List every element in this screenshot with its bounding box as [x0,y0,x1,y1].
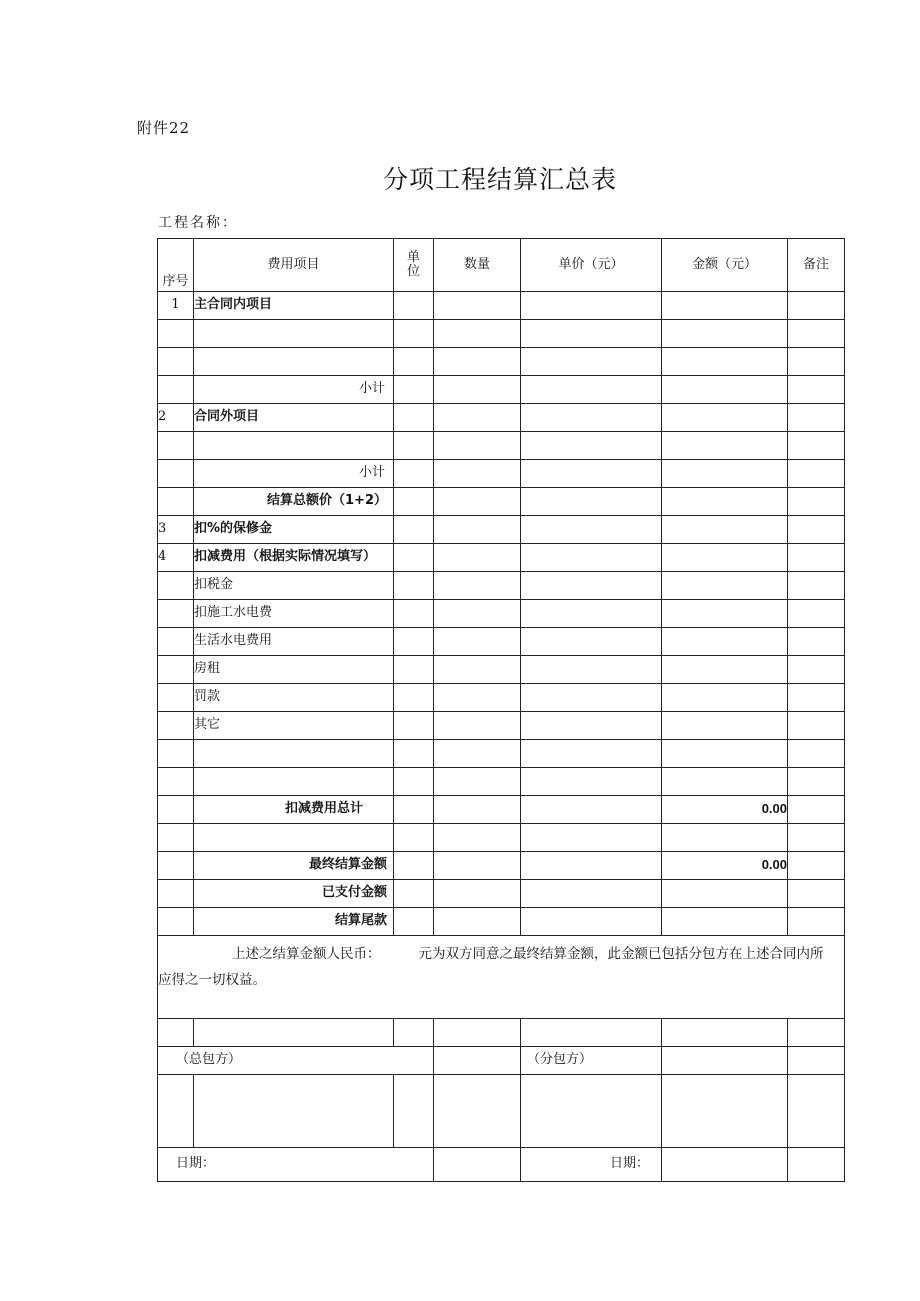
cell[interactable] [788,488,845,516]
cell[interactable] [662,432,788,460]
cell[interactable] [434,544,521,572]
cell[interactable] [662,488,788,516]
general-contractor-label: （总包方） [158,1047,434,1075]
cell[interactable] [434,432,521,460]
table-row [158,404,845,432]
cell[interactable] [434,348,521,376]
cell[interactable] [434,376,521,404]
cell[interactable] [394,824,434,852]
cell[interactable] [158,572,194,600]
cell[interactable] [434,1047,521,1075]
attachment-label: 附件22 [137,119,191,137]
cell[interactable] [158,432,194,460]
cell[interactable] [788,1148,845,1182]
cell[interactable] [662,824,788,852]
signature-cell[interactable] [158,1075,194,1148]
cell[interactable] [662,404,788,432]
statement-text [158,936,845,1019]
cell[interactable] [434,824,521,852]
cell[interactable] [788,768,845,796]
cell[interactable] [788,404,845,432]
date-left-cell[interactable] [158,1148,434,1182]
cell[interactable] [521,852,662,880]
cell[interactable] [158,908,194,936]
table-row [158,572,845,600]
signature-cell[interactable] [194,1075,394,1148]
cell[interactable] [662,1019,788,1047]
cell[interactable] [521,460,662,488]
cell[interactable] [394,712,434,740]
cell[interactable] [434,852,521,880]
project-name-label: 工程名称： [158,215,238,231]
cell[interactable] [394,852,434,880]
cell[interactable] [158,488,194,516]
subcontractor-label: （分包方） [521,1047,662,1075]
table-row [158,684,845,712]
subtotal-label: 小计 [194,460,394,488]
cell[interactable] [434,404,521,432]
settlement-form [157,238,845,1182]
cell[interactable] [434,292,521,320]
cell[interactable] [158,796,194,824]
page-title: 分项工程结算汇总表 [382,165,617,194]
cell[interactable] [662,376,788,404]
cell[interactable] [394,908,434,936]
cell[interactable] [662,320,788,348]
cell[interactable] [394,740,434,768]
table-row [158,824,845,852]
cell[interactable] [158,852,194,880]
cell[interactable] [788,292,845,320]
cell[interactable] [521,516,662,544]
cell[interactable] [662,516,788,544]
table-row [158,600,845,628]
cell[interactable] [662,768,788,796]
table-row [158,544,845,572]
cell[interactable] [194,768,394,796]
table-row [158,628,845,656]
cell[interactable] [788,376,845,404]
table-row [158,348,845,376]
cell[interactable] [434,908,521,936]
cell[interactable] [158,684,194,712]
signature-row [158,1075,845,1148]
cell[interactable] [662,460,788,488]
cell[interactable] [662,880,788,908]
statement-row [158,936,845,1019]
table-row [158,432,845,460]
cell[interactable] [521,712,662,740]
cell[interactable] [394,1019,434,1047]
cell[interactable] [434,320,521,348]
cell[interactable] [788,880,845,908]
statement-part1: 上述之结算金额人民币： [232,946,381,962]
cell[interactable] [394,432,434,460]
header-item: 费用项目 [194,239,394,292]
cell[interactable] [662,348,788,376]
table-row [158,1019,845,1047]
cell[interactable] [158,880,194,908]
cell[interactable] [788,684,845,712]
table-row [158,488,845,516]
cell[interactable] [394,516,434,544]
subtotal-label: 小计 [194,376,394,404]
cell[interactable] [434,516,521,544]
cell[interactable] [662,292,788,320]
cell[interactable] [788,544,845,572]
cell[interactable] [521,488,662,516]
cell[interactable] [158,768,194,796]
cell[interactable] [521,656,662,684]
deduct-total-label: 扣减费用总计 [194,796,394,824]
cell[interactable] [158,320,194,348]
cell[interactable] [662,1047,788,1075]
date-left-label: 日期： [176,1156,216,1172]
table-row [158,796,845,824]
cell[interactable] [662,572,788,600]
cell[interactable] [788,796,845,824]
table-row [158,740,845,768]
cell[interactable] [434,1019,521,1047]
cell[interactable] [662,740,788,768]
cell[interactable] [521,908,662,936]
cell[interactable] [521,600,662,628]
table-row [158,880,845,908]
cell[interactable] [521,572,662,600]
cell[interactable] [434,460,521,488]
deduction-item: 其它 [194,712,394,740]
cell[interactable] [662,628,788,656]
cell[interactable] [158,712,194,740]
cell[interactable] [434,656,521,684]
cell[interactable] [788,1019,845,1047]
cell[interactable] [158,656,194,684]
cell[interactable] [434,768,521,796]
cell[interactable] [158,460,194,488]
cell[interactable] [394,572,434,600]
header-row [158,239,845,292]
cell[interactable] [194,824,394,852]
cell[interactable] [158,348,194,376]
signature-cell[interactable] [662,1075,788,1148]
table-row [158,712,845,740]
cell[interactable] [788,852,845,880]
table-row [158,516,845,544]
cell[interactable] [394,600,434,628]
table-row [158,376,845,404]
cell[interactable] [434,684,521,712]
header-unit-top: 单 [406,249,420,265]
cell[interactable] [394,544,434,572]
total-price-label: 结算总额价（1+2） [194,488,394,516]
date-right-label: 日期： [521,1148,662,1182]
cell[interactable] [662,544,788,572]
cell[interactable] [158,740,194,768]
deduction-item: 罚款 [194,684,394,712]
deduct-total-amount: 0.00 [662,796,788,824]
cell[interactable] [521,684,662,712]
paid-label: 已支付金额 [194,880,394,908]
cell[interactable] [788,348,845,376]
deduction-item: 房租 [194,656,394,684]
cell[interactable] [788,1047,845,1075]
cell[interactable] [434,572,521,600]
deduction-item: 生活水电费用 [194,628,394,656]
cell[interactable] [158,376,194,404]
cell[interactable] [158,824,194,852]
cell[interactable] [194,740,394,768]
cell[interactable] [158,600,194,628]
table-row [158,768,845,796]
party-row [158,1047,845,1075]
table-row [158,320,845,348]
cell[interactable] [521,628,662,656]
cell[interactable] [434,712,521,740]
cell[interactable] [394,684,434,712]
cell[interactable] [394,376,434,404]
final-amount-value: 0.00 [662,852,788,880]
cell[interactable] [194,1019,394,1047]
statement-part2: 元为双方同意之最终结算金额，此金额已包括分包方在上述合同内所应得之一切权益。 [158,946,824,988]
row-seq: 1 [158,292,194,320]
cell[interactable] [158,1019,194,1047]
table-row [158,908,845,936]
cell[interactable] [788,740,845,768]
cell[interactable] [394,796,434,824]
cell[interactable] [662,656,788,684]
header-unit-bottom: 位 [406,264,420,279]
cell[interactable] [434,628,521,656]
cell[interactable] [788,320,845,348]
row-item: 扣%的保修金 [194,516,394,544]
cell[interactable] [521,880,662,908]
cell[interactable] [662,712,788,740]
settlement-table [157,238,845,1182]
cell[interactable] [394,460,434,488]
cell[interactable] [662,908,788,936]
row-seq: 2 [158,404,194,432]
row-item: 扣减费用（根据实际情况填写） [194,544,394,572]
cell[interactable] [788,572,845,600]
deduction-item: 扣税金 [194,572,394,600]
cell[interactable] [521,404,662,432]
cell[interactable] [788,432,845,460]
cell[interactable] [394,320,434,348]
row-seq: 4 [158,544,194,572]
header-qty: 数量 [434,239,521,292]
table-row [158,292,845,320]
table-row [158,460,845,488]
deduction-item: 扣施工水电费 [194,600,394,628]
cell[interactable] [394,880,434,908]
cell[interactable] [194,320,394,348]
cell[interactable] [394,656,434,684]
signature-cell[interactable] [394,1075,434,1148]
cell[interactable] [521,796,662,824]
cell[interactable] [394,404,434,432]
row-seq: 3 [158,516,194,544]
cell[interactable] [788,460,845,488]
final-amount-label: 最终结算金额 [194,852,394,880]
cell[interactable] [788,656,845,684]
header-amount: 金额（元） [662,239,788,292]
cell[interactable] [788,824,845,852]
cell[interactable] [521,292,662,320]
cell[interactable] [788,516,845,544]
header-remark: 备注 [788,239,845,292]
row-item: 合同外项目 [194,404,394,432]
cell[interactable] [394,348,434,376]
cell[interactable] [394,488,434,516]
header-price: 单价（元） [521,239,662,292]
cell[interactable] [434,740,521,768]
cell[interactable] [434,600,521,628]
balance-label: 结算尾款 [194,908,394,936]
header-unit [394,239,434,292]
cell[interactable] [521,768,662,796]
cell[interactable] [394,768,434,796]
cell[interactable] [788,908,845,936]
cell[interactable] [194,348,394,376]
cell[interactable] [521,432,662,460]
cell[interactable] [521,1019,662,1047]
cell[interactable] [788,628,845,656]
cell[interactable] [521,824,662,852]
cell[interactable] [662,600,788,628]
cell[interactable] [434,796,521,824]
cell[interactable] [194,432,394,460]
cell[interactable] [394,292,434,320]
signature-cell[interactable] [788,1075,845,1148]
signature-cell[interactable] [521,1075,662,1148]
signature-cell[interactable] [434,1075,521,1148]
header-seq: 序号 [158,239,194,292]
cell[interactable] [662,1148,788,1182]
cell[interactable] [521,544,662,572]
table-row [158,656,845,684]
cell[interactable] [662,684,788,712]
cell[interactable] [434,1148,521,1182]
row-item: 主合同内项目 [194,292,394,320]
cell[interactable] [521,320,662,348]
table-row [158,852,845,880]
date-row [158,1148,845,1182]
cell[interactable] [394,628,434,656]
cell[interactable] [521,740,662,768]
cell[interactable] [434,880,521,908]
cell[interactable] [788,600,845,628]
cell[interactable] [521,376,662,404]
cell[interactable] [434,488,521,516]
cell[interactable] [521,348,662,376]
cell[interactable] [158,628,194,656]
cell[interactable] [788,712,845,740]
